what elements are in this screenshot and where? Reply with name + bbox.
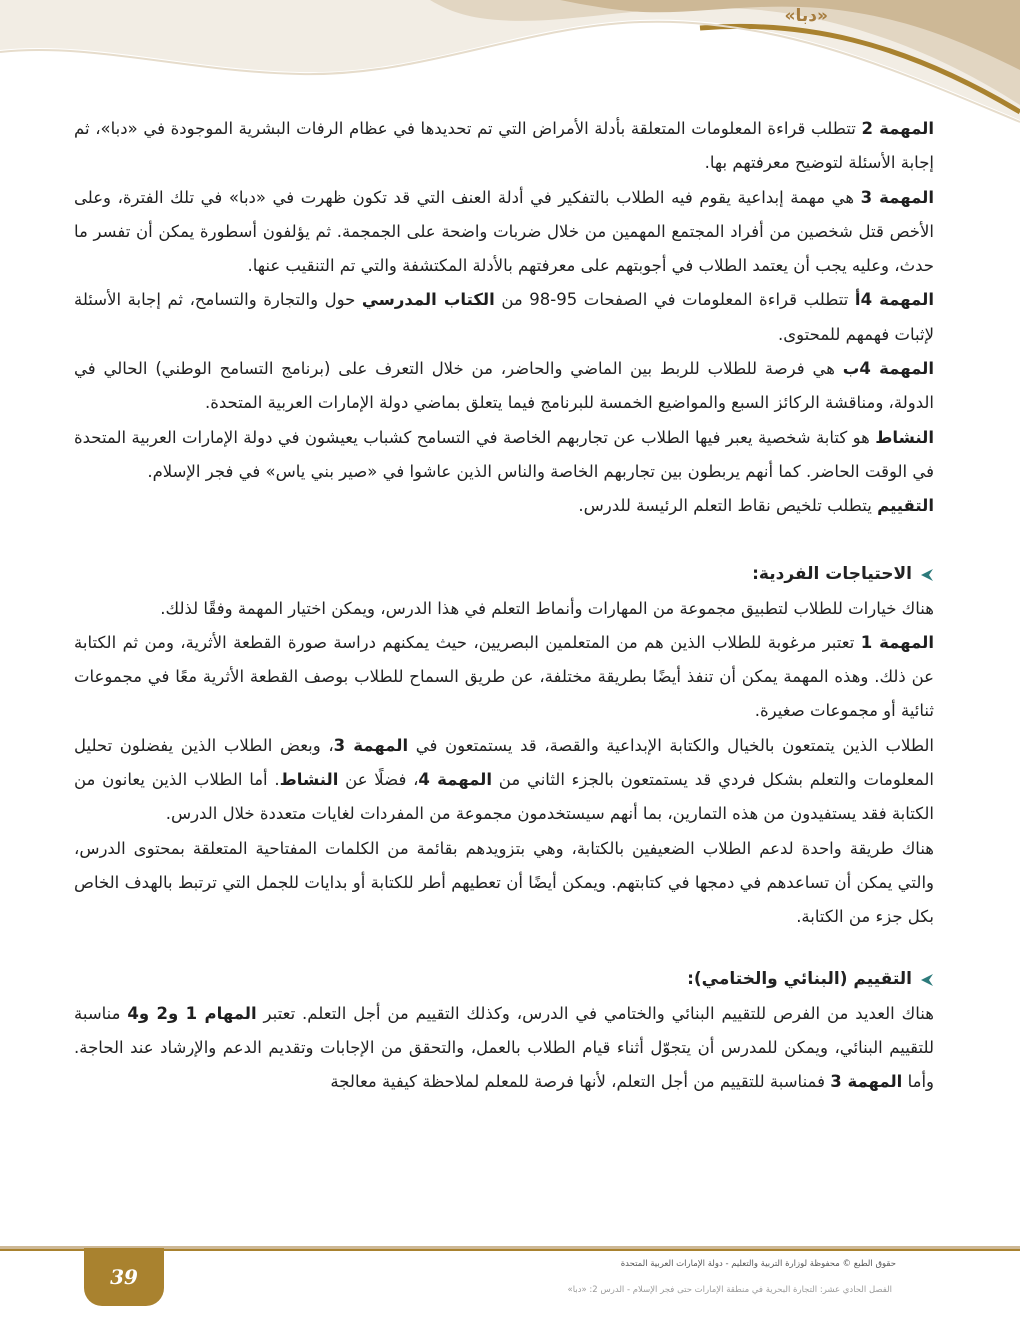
task-1-paragraph: المهمة 1 تعتبر مرغوبة للطلاب الذين هم من المتعلمين البصريين، حيث يمكنهم دراسة صورة القطعة الأثرية، ومن ثم الكتابة عن ذلك. وهذه المهمة يمكن أن تنفذ أيضًا بطريقة مختلفة، عن طريق السماح للطلاب بوصف القطعة الأثرية معًا في مجموعات ثنائية أو مجموعات صغيرة. (74, 632, 934, 721)
arrow-left-icon (920, 973, 934, 987)
activity-paragraph: النشاط هو كتابة شخصية يعبر فيها الطلاب عن تجاربهم الخاصة في التسامح كشباب يعيشون في دولة الإمارات العربية المتحدة في الوقت الحاضر. كما أنهم يربطون بين تجاربهم الخاصة والناس الذين عاشوا في «صير بني ياس» في فجر الإسلام. (74, 427, 934, 481)
footer-chapter-title: الفصل الحادي عشر: التجارة البحرية في منطقة الإمارات حتى فجر الإسلام - الدرس 2: «دبا» (567, 1285, 892, 1295)
arrow-left-icon (920, 568, 934, 582)
task-2-label: المهمة 2 (861, 119, 934, 138)
evaluation-paragraph: التقييم يتطلب تلخيص نقاط التعلم الرئيسة للدرس. (578, 496, 934, 516)
lesson-body (74, 112, 934, 1099)
task-4a-paragraph: المهمة 4أ تتطلب قراءة المعلومات في الصفحات 95-98 من الكتاب المدرسي حول والتجارة والتسامح، ثم إجابة الأسئلة لإثبات فهمهم للمحتوى. (74, 290, 934, 344)
task-4b-paragraph: المهمة 4ب هي فرصة للطلاب للربط بين الماضي والحاضر، من خلال التعرف على (برنامج التسامح الوطني) الحالي في الدولة، ومناقشة الركائز السبع والمواضيع الخمسة للبرنامج فيما يتعلق بماضي دولة الإمارات العربية المتحدة. (74, 359, 934, 413)
textbook-label: الكتاب المدرسي (361, 290, 495, 310)
individual-needs-intro: هناك خيارات للطلاب لتطبيق مجموعة من المهارات وأنماط التعلم في هذا الدرس، ويمكن اختيار المهمة وفقًا لذلك. (160, 598, 934, 618)
assessment-paragraph: هناك العديد من الفرص للتقييم البنائي والختامي في الدرس، وكذلك التقييم من أجل التعلم. تعتبر المهام 1 و2 و4 مناسبة للتقييم البنائي، ويمكن للمدرس أن يتجوّل أثناء قيام الطلاب بالعمل، والتحقق من الإجابات وتقديم الدعم والإرشاد عند الحاجة. وأما المهمة 3 فمناسبة للتقييم من أجل التعلم، لأنها فرصة للمعلم لملاحظة كيفية معالجة (74, 1003, 934, 1092)
task-2-paragraph: المهمة 2 تتطلب قراءة المعلومات المتعلقة بأدلة الأمراض التي تم تحديدها في عظام الرفات البشرية الموجودة في «دبا»، ثم إجابة الأسئلة لتوضيح معرفتهم بها. (74, 119, 934, 173)
lesson-tag: «دبا» (784, 6, 828, 26)
task-3-paragraph: المهمة 3 هي مهمة إبداعية يقوم فيه الطلاب بالتفكير في أدلة العنف التي قد تكون ظهرت في «دبا» في تلك الفترة، وعلى الأخص قتل شخصين من أفراد المجتمع المهمين من خلال ضربات واضحة على الجمجمة. ثم يؤلفون أسطورة يمكن أن تفسر ما حدث، وعليه يجب أن يعتمد الطلاب في أجوبتهم على معرفتهم بالأدلة المكتشفة والتي تم التنقيب عنها. (74, 187, 935, 276)
learning-styles-paragraph: الطلاب الذين يتمتعون بالخيال والكتابة الإبداعية والقصة، قد يستمتعون في المهمة 3، وبعض الطلاب الذين يفضلون تحليل المعلومات والتعلم بشكل فردي قد يستمتعون بالجزء الثاني من المهمة 4، فضلًا عن النشاط. أما الطلاب الذين يعانون من الكتابة فقد يستفيدون من هذه التمارين، بما أنهم سيستخدمون مجموعة من المفردات لغايات متعددة خلال الدرس. (74, 735, 934, 824)
task-4b-label: المهمة 4ب (842, 359, 934, 379)
evaluation-label: التقييم (877, 496, 934, 516)
task-3-label: المهمة 3 (860, 187, 935, 207)
individual-needs-heading: الاحتياجات الفردية: (74, 558, 934, 592)
page-number: 39 (110, 1265, 138, 1289)
page-number-tab (84, 1248, 164, 1306)
activity-label: النشاط (875, 427, 934, 447)
task-1-label: المهمة 1 (860, 632, 934, 652)
assessment-heading: التقييم (البنائي والختامي): (74, 963, 934, 997)
footer-copyright: حقوق الطبع © محفوظة لوزارة التربية والتعليم - دولة الإمارات العربية المتحدة (620, 1259, 896, 1269)
writing-support-paragraph: هناك طريقة واحدة لدعم الطلاب الضعيفين بالكتابة، وهي بتزويدهم بقائمة من الكلمات المفتاحية المتعلقة بمحتوى الدرس، والتي يمكن أن تساعدهم في دمجها في كتابتهم. ويمكن أيضًا أن تعطيهم أطر للكتابة أو بدايات للجمل التي ترتبط بالهدف الخاص بكل جزء من الكتابة. (74, 838, 934, 927)
task-4a-label: المهمة 4أ (854, 290, 934, 310)
